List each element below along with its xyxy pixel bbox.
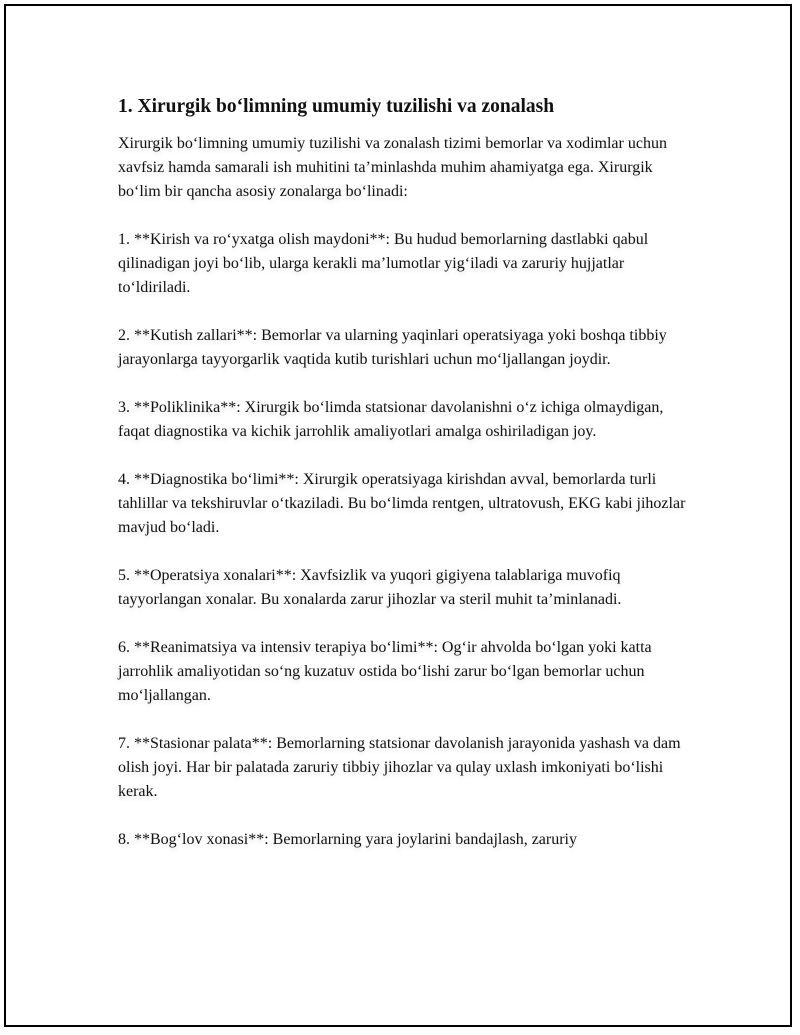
list-item-4-diagnostics: 4. **Diagnostika bo‘limi**: Xirurgik operatsiyaga kirishdan avval, bemorlarda turli tahlillar va tekshiruvlar o‘tkaziladi. Bu bo‘limda rentgen, ultratovush, EKG kabi jihozlar mavjud bo‘ladi. <box>118 471 686 536</box>
list-item-2-waiting-halls: 2. **Kutish zallari**: Bemorlar va ularning yaqinlari operatsiyaga yoki boshqa tibbiy jarayonlarga tayyorgarlik vaqtida kutib turishlari uchun mo‘ljallangan joydir. <box>118 327 667 368</box>
list-item-8-dressing-room: 8. **Bog‘lov xonasi**: Bemorlarning yara joylarini bandajlash, zaruriy <box>118 831 577 848</box>
intro-paragraph: Xirurgik bo‘limning umumiy tuzilishi va zonalash tizimi bemorlar va xodimlar uchun xavfsiz hamda samarali ish muhitini ta’minlashda muhim ahamiyatga ega. Xirurgik bo‘lim bir qancha asosiy zonalarga bo‘linadi: <box>118 135 667 200</box>
section-heading: 1. Xirurgik bo‘limning umumiy tuzilishi va zonalash <box>118 96 555 117</box>
list-item-1-entrance-registration: 1. **Kirish va ro‘yxatga olish maydoni**: Bu hudud bemorlarning dastlabki qabul qilinadigan joyi bo‘lib, ularga kerakli ma’lumotlar yig‘iladi va zaruriy hujjatlar to‘ldiriladi. <box>118 231 649 296</box>
list-item-3-polyclinic: 3. **Poliklinika**: Xirurgik bo‘limda statsionar davolanishni o‘z ichiga olmaydigan, faqat diagnostika va kichik jarrohlik amaliyotlari amalga oshiriladigan joy. <box>118 399 664 440</box>
list-item-5-operating-rooms: 5. **Operatsiya xonalari**: Xavfsizlik va yuqori gigiyena talablariga muvofiq tayyorlangan xonalar. Bu xonalarda zarur jihozlar va steril muhit ta’minlanadi. <box>118 567 622 608</box>
list-item-7-inpatient-ward: 7. **Stasionar palata**: Bemorlarning statsionar davolanish jarayonida yashash va dam olish joyi. Har bir palatada zaruriy tibbiy jihozlar va qulay uxlash imkoniyati bo‘lishi kerak. <box>118 735 681 800</box>
document-body <box>118 94 698 876</box>
list-item-6-intensive-care: 6. **Reanimatsiya va intensiv terapiya bo‘limi**: Og‘ir ahvolda bo‘lgan yoki katta jarrohlik amaliyotidan so‘ng kuzatuv ostida bo‘lishi zarur bo‘lgan bemorlar uchun mo‘ljallangan. <box>118 639 652 704</box>
